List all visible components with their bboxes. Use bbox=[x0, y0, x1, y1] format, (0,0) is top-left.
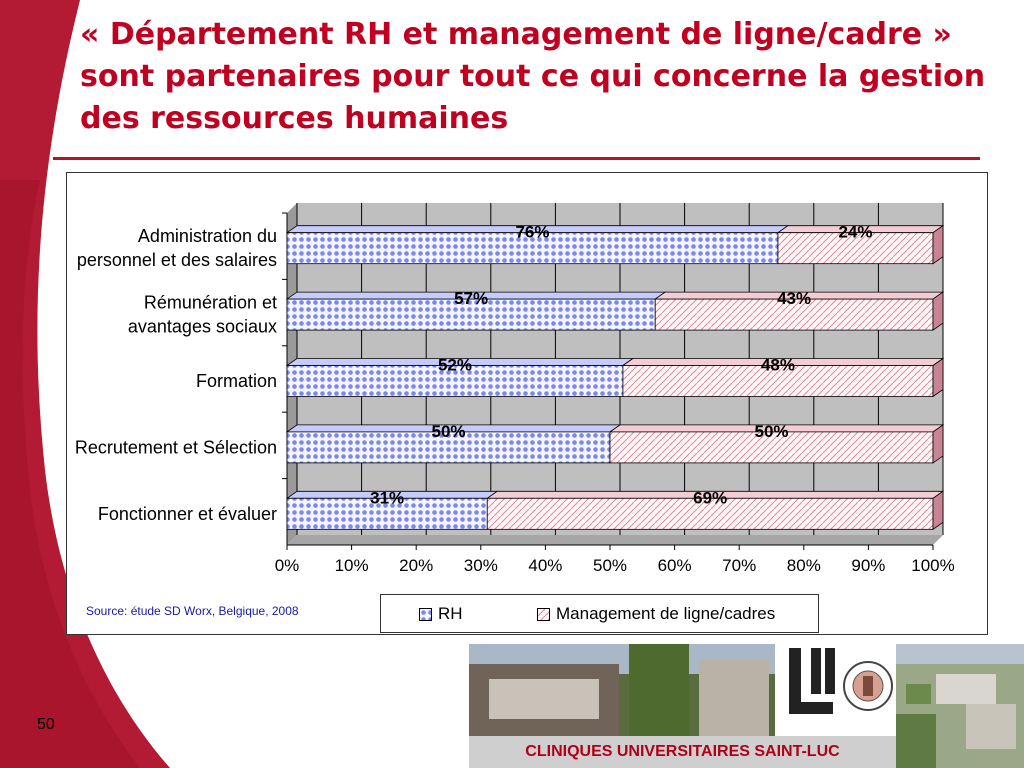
bar-side-face bbox=[933, 226, 943, 264]
data-label: 31% bbox=[370, 488, 405, 508]
institution-logo bbox=[781, 644, 896, 736]
x-tick-label: 10% bbox=[334, 556, 369, 575]
data-label: 76% bbox=[515, 222, 550, 242]
x-tick-label: 60% bbox=[657, 556, 692, 575]
category-label: Administration du bbox=[137, 226, 277, 247]
data-label: 48% bbox=[760, 355, 795, 375]
source-note: Source: étude SD Worx, Belgique, 2008 bbox=[86, 604, 299, 618]
legend-item-rh bbox=[419, 604, 463, 624]
data-label: 43% bbox=[777, 289, 812, 309]
category-label: Formation bbox=[195, 371, 277, 391]
stacked-bar-chart bbox=[67, 173, 987, 634]
footer-institution-name: CLINIQUES UNIVERSITAIRES SAINT-LUC bbox=[525, 743, 840, 760]
hospital-building-photo bbox=[469, 644, 775, 736]
data-label: 57% bbox=[454, 289, 489, 309]
data-label: 69% bbox=[693, 488, 728, 508]
category-label: Rémunération et bbox=[143, 292, 277, 313]
category-label: Recrutement et Sélection bbox=[74, 437, 277, 458]
x-tick-label: 90% bbox=[851, 556, 886, 575]
page-title: « Département RH et management de ligne/cadre » sont partenaires pour tout ce qui concerne la gestion des ressources humaines bbox=[80, 17, 986, 136]
data-label: 24% bbox=[838, 222, 873, 242]
x-tick-label: 70% bbox=[722, 556, 757, 575]
plot-floor bbox=[287, 535, 943, 545]
chart-container bbox=[66, 172, 988, 635]
x-tick-label: 0% bbox=[274, 556, 300, 575]
page-number: 50 bbox=[37, 716, 55, 733]
chart-legend bbox=[380, 594, 819, 633]
bar-side-face bbox=[933, 425, 943, 463]
footer-bar bbox=[469, 736, 896, 768]
legend-swatch-rh bbox=[419, 608, 432, 621]
campus-aerial-photo bbox=[896, 644, 1024, 768]
legend-label-rh: RH bbox=[438, 604, 463, 623]
x-tick-label: 80% bbox=[786, 556, 821, 575]
legend-item-management bbox=[537, 604, 775, 624]
x-tick-label: 40% bbox=[528, 556, 563, 575]
bar-side-face bbox=[933, 292, 943, 330]
x-tick-label: 50% bbox=[592, 556, 628, 575]
category-label: avantages sociaux bbox=[127, 316, 277, 337]
data-label: 52% bbox=[437, 355, 472, 375]
bar-side-face bbox=[933, 359, 943, 397]
category-label: Fonctionner et évaluer bbox=[97, 503, 277, 524]
data-label: 50% bbox=[431, 421, 466, 441]
legend-swatch-management bbox=[537, 608, 550, 621]
legend-label-management: Management de ligne/cadres bbox=[556, 604, 776, 623]
data-label: 50% bbox=[754, 421, 789, 441]
category-label: personnel et des salaires bbox=[76, 250, 277, 271]
title-divider bbox=[53, 157, 980, 160]
x-tick-label: 100% bbox=[911, 556, 955, 575]
bar-side-face bbox=[933, 491, 943, 529]
x-tick-label: 30% bbox=[463, 556, 498, 575]
x-tick-label: 20% bbox=[399, 556, 434, 575]
